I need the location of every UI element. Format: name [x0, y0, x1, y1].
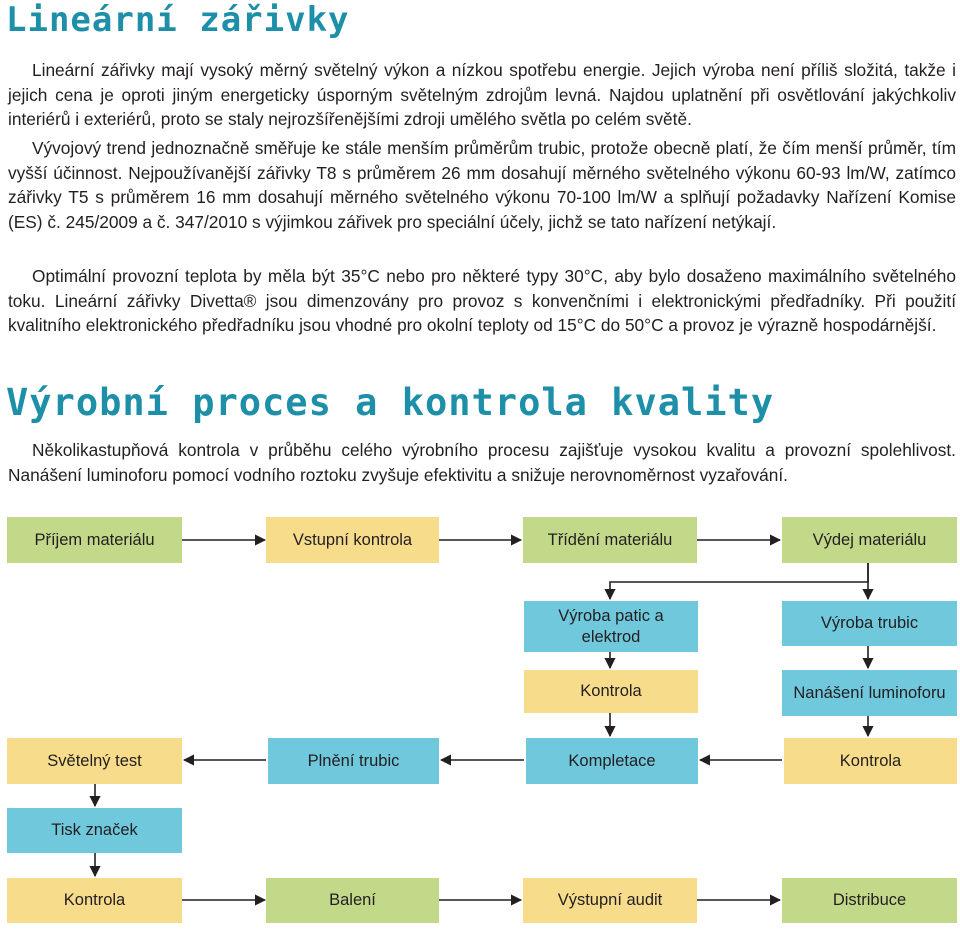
step-tisk-znacek: Tisk značek — [7, 808, 182, 853]
step-vystupni-audit: Výstupní audit — [523, 878, 697, 923]
step-plneni-trubic: Plnění trubic — [268, 738, 439, 784]
step-vyroba-patic: Výroba patic a elektrod — [524, 601, 698, 652]
step-kontrola-3: Kontrola — [7, 878, 182, 923]
step-vyroba-trubic: Výroba trubic — [782, 601, 957, 646]
trend-paragraph: Vývojový trend jednoznačně směřuje ke stále menším průměrům trubic, protože obecně platí, že čím menší průměr, tím vyšší účinnost. Nejpoužívanější zářivky T8 s průměrem 26 mm dosahují měrného světelného výkonu 60-93 lm/W, zatímco zářivky T5 s průměrem 16 mm dosahují měrného světelného výkonu 70-100 lm/W a splňují požadavky Nařízení Komise (ES) č. 245/2009 a č. 347/2010 s výjimkou zářivek pro speciální účely, jichž se tato nařízení netýkají. — [8, 138, 956, 232]
section-title-vyrobni-proces: Výrobní proces a kontrola kvality — [6, 381, 775, 424]
step-trideni-materialu: Třídění materiálu — [523, 517, 697, 563]
step-vstupni-kontrola: Vstupní kontrola — [266, 517, 439, 563]
step-prijem-materialu: Příjem materiálu — [7, 517, 182, 563]
temperature-paragraph: Optimální provozní teplota by měla být 35°C nebo pro některé typy 30°C, aby bylo dosaženo maximálního světelného toku. Lineární zářivky Divetta® jsou dimenzovány pro provoz s konvenčními i elektronickými předřadníky. Při použití kvalitního elektronického předřadníku jsou vhodné pro okolní teploty od 15°C do 50°C a provoz je výrazně hospodárnější. — [8, 266, 956, 335]
intro-paragraph: Lineární zářivky mají vysoký měrný světelný výkon a nízkou spotřebu energie. Jejich výroba není příliš složitá, takže i jejich cena je oproti jiným energeticky úsporným světelným zdrojům levná. Najdou uplatnění při osvětlování jakýchkoliv interiérů i exteriérů, proto se staly nejrozšířenějšími zdroji umělého světla po celém světě. — [8, 60, 956, 129]
step-baleni: Balení — [266, 878, 439, 923]
step-kompletace: Kompletace — [526, 738, 698, 784]
step-naneseni-luminoforu: Nanášení luminoforu — [782, 670, 957, 716]
step-distribuce: Distribuce — [782, 878, 957, 923]
quality-paragraph: Několikastupňová kontrola v průběhu celého výrobního procesu zajišťuje vysokou kvalitu a provozní spolehlivost. Nanášení luminoforu pomocí vodního roztoku zvyšuje efektivitu a snižuje nerovnoměrnost vyzařování. — [8, 440, 956, 485]
step-kontrola-2: Kontrola — [784, 738, 957, 784]
arrow-vydej-patice — [610, 563, 868, 599]
step-svetelny-test: Světelný test — [7, 738, 182, 784]
step-vydej-materialu: Výdej materiálu — [782, 517, 957, 563]
section-title-linearni-zarivky: Lineární zářivky — [6, 0, 350, 40]
step-kontrola-1: Kontrola — [524, 670, 698, 713]
